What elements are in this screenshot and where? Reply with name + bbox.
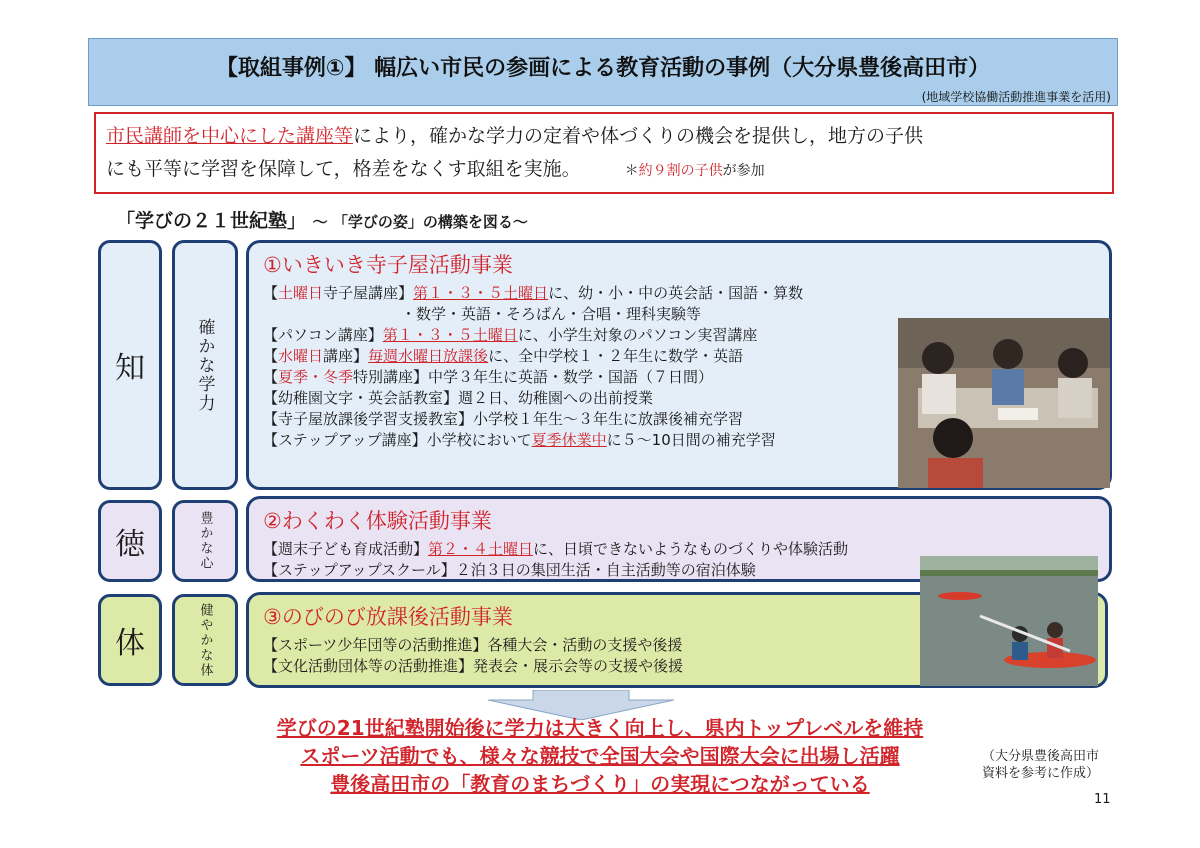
classroom-photo [898,318,1110,488]
section-heading [116,206,528,233]
credit-line-2: 資料を参考に作成） [982,766,1100,781]
program-line: 【スポーツ少年団等の活動推進】各種大会・活動の支援や後援 [263,636,683,654]
summary-box [94,112,1114,194]
note-suffix: が参加 [722,163,765,179]
page-subtitle: (地域学校協働活動推進事業を活用) [921,90,1111,104]
category-morality [98,500,162,582]
program-title-3: ③のびのび放課後活動事業 [263,605,513,629]
program-title-2: ②わくわく体験活動事業 [263,509,492,533]
category-physical [98,594,162,686]
conclusion-line-2: スポーツ活動でも、様々な競技で全国大会や国際大会に出場し活躍 [300,744,900,768]
category-knowledge [98,240,162,490]
page-title: 【取組事例①】 幅広い市民の参画による教育活動の事例（大分県豊後高田市） [215,56,991,81]
heading-main: 「学びの２１世紀塾」 [116,210,307,232]
summary-text-1: により，確かな学力の定着や体づくりの機会を提供し，地方の子供 [353,125,924,147]
program-line: 【文化活動団体等の活動推進】発表会・展示会等の支援や後援 [263,657,684,675]
title-banner [88,38,1118,106]
program-line: 【水曜日講座】毎週水曜日放課後に、全中学校１・２年生に数学・英語 [263,347,744,365]
program-line: 【ステップアップスクール】２泊３日の集団生活・自主活動等の宿泊体験 [263,561,756,579]
summary-line-2 [106,153,1102,188]
program-line: 【ステップアップ講座】小学校において夏季休業中に５～10日間の補充学習 [263,431,776,449]
program-line: 【パソコン講座】第１・３・５土曜日に、小学生対象のパソコン実習講座 [263,326,758,344]
program-title-1: ①いきいき寺子屋活動事業 [263,253,513,277]
conclusion-text [180,714,1020,798]
note-highlight: 約９割の子供 [638,163,723,179]
conclusion-line-3: 豊後高田市の「教育のまちづくり」の実現につながっている [330,772,870,796]
category-label: 徳 [115,527,145,562]
credit-line-1: （大分県豊後高田市 [982,749,1100,764]
page-number: 11 [1094,792,1111,807]
category-label: 体 [115,626,145,661]
category-side-label [172,500,238,582]
heading-sub: ～ 「学びの姿」の構築を図る～ [312,213,528,231]
program-line: ・数学・英語・そろばん・合唱・理科実験等 [401,305,702,323]
category-side-label [172,594,238,686]
summary-text-2: にも平等に学習を保障して，格差をなくす取組を実施。 [106,158,581,180]
program-line: 【幼稚園文字・英会話教室】週２日、幼稚園への出前授業 [263,389,654,407]
conclusion-line-1: 学びの21世紀塾開始後に学力は大きく向上し、県内トップレベルを維持 [276,716,924,740]
source-credit [982,748,1099,782]
category-label: 知 [115,351,145,386]
side-label-text: 確かな学力 [194,317,215,413]
note-prefix: ＊ [624,163,639,179]
side-label-text: 健やかな体 [197,602,213,678]
program-line: 【夏季・冬季特別講座】中学３年生に英語・数学・国語（７日間） [263,368,714,386]
program-line: 【土曜日寺子屋講座】第１・３・５土曜日に、幼・小・中の英会話・国語・算数 [263,284,804,302]
side-label-text: 豊かな心 [197,511,213,571]
program-line: 【週末子ども育成活動】第２・４土曜日に、日頃できないようなものづくりや体験活動 [263,540,849,558]
kayak-photo-image [920,556,1098,686]
program-line: 【寺子屋放課後学習支援教室】小学校１年生～３年生に放課後補充学習 [263,410,744,428]
participation-note [625,163,765,179]
classroom-photo-image [898,318,1110,488]
kayak-photo [920,556,1098,686]
summary-line-1 [106,120,1102,153]
summary-highlight: 市民講師を中心にした講座等 [106,125,354,147]
category-side-label [172,240,238,490]
